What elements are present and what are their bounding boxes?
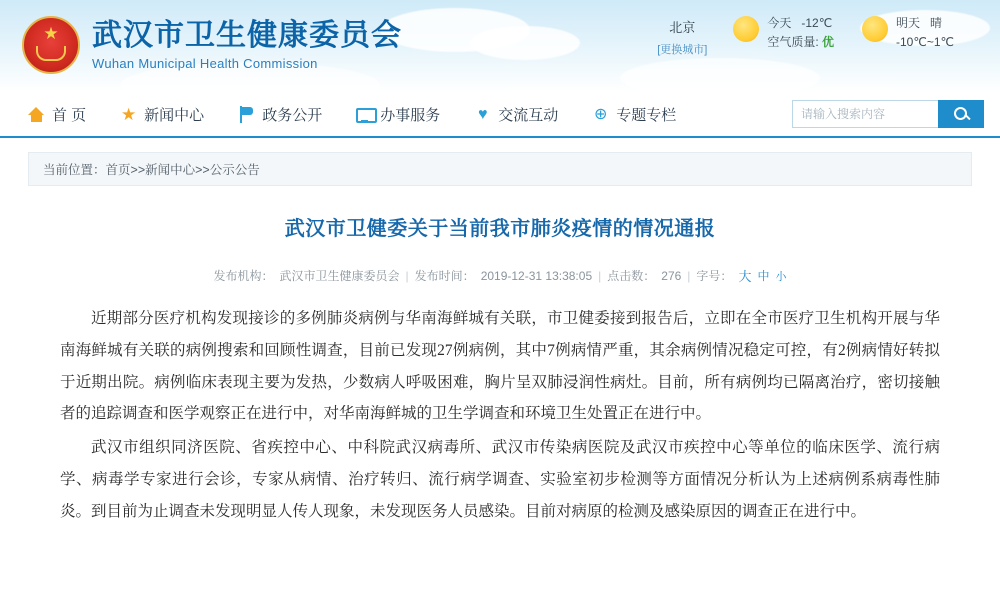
nav-item-news-center[interactable]: [120, 104, 204, 125]
article-meta: [60, 266, 940, 285]
publisher-label: 发布机构：: [213, 269, 274, 283]
nav-item-home[interactable]: [28, 104, 86, 125]
weather-today-temp: -12℃: [801, 16, 833, 30]
fontsize-label: 字号：: [696, 269, 733, 283]
nav-item-special-topics[interactable]: [592, 104, 676, 125]
nav-item-label: 办事服务: [380, 106, 441, 124]
nav-item-label: 首 页: [52, 106, 87, 124]
cloud-decoration: [620, 58, 820, 92]
weather-today: [733, 14, 834, 51]
weather-tomorrow-lines: [896, 14, 954, 51]
site-header: [0, 0, 1000, 92]
meta-separator: |: [598, 268, 602, 283]
cloud-decoration: [470, 26, 580, 60]
nav-item-services[interactable]: [356, 104, 440, 125]
article-title: 武汉市卫健委关于当前我市肺炎疫情的情况通报: [284, 218, 716, 240]
fontsize-medium-button[interactable]: 中: [757, 269, 770, 283]
sun-icon: [733, 16, 759, 42]
breadcrumb-path[interactable]: 首页>>新闻中心>>公示公告: [105, 163, 260, 177]
breadcrumb-prefix: 当前位置：: [43, 163, 106, 177]
weather-today-lines: [767, 14, 834, 51]
publisher-value: 武汉市卫生健康委员会: [279, 269, 400, 283]
star-icon: ★: [121, 104, 137, 124]
globe-icon: ⊕: [594, 105, 608, 123]
search-input[interactable]: [792, 100, 938, 128]
nav-item-label: 政务公开: [262, 106, 323, 124]
fontsize-small-button[interactable]: 小: [775, 270, 787, 283]
article-body: [60, 303, 940, 527]
article-paragraph: 近期部分医疗机构发现接诊的多例肺炎病例与华南海鲜城有关联，市卫健委接到报告后，立即在全市医疗卫生机构开展与华南海鲜城有关联的病例搜索和回顾性调查，目前已发现27例病例，其中7例病情严重，其余病例情况稳定可控，有2例病情好转拟于近期出院。病例临床表现主要为发热，少数病人呼吸困难，胸片呈双肺浸润性病灶。目前，所有病例均已隔离治疗，密切接触者的追踪调查和医学观察正在进行中，对华南海鲜城的卫生学调查和环境卫生处置正在进行中。: [60, 310, 940, 423]
site-title-block: [92, 19, 402, 72]
meta-separator: |: [687, 268, 691, 283]
site-title-cn: 武汉市卫生健康委员会: [92, 18, 402, 52]
weather-tomorrow-cond: 晴: [930, 16, 943, 30]
weather-today-label: 今天: [767, 16, 792, 30]
nav-item-label: 专题专栏: [616, 106, 677, 124]
article-paragraph: 武汉市组织同济医院、省疾控中心、中科院武汉病毒所、武汉市传染病医院及武汉市疾控中心等单位的临床医学、流行病学、病毒学专家进行会诊，专家从病情、治疗转归、流行病学调查、实验室初步检测等方面情况分析认为上述病例系病毒性肺炎。到目前为止调查未发现明显人传人现象，未发现医务人员感染。目前对病原的检测及感染原因的调查正在进行中。: [60, 439, 940, 520]
meta-separator: |: [405, 268, 409, 283]
weather-city-name: 北京: [669, 20, 696, 35]
hits-value: 276: [661, 268, 682, 283]
change-city-link[interactable]: [更换城市]: [657, 44, 708, 56]
weather-tomorrow-temp: -10℃~1℃: [896, 34, 954, 49]
nav-item-interaction[interactable]: [474, 104, 558, 125]
weather-tomorrow-label: 明天: [896, 16, 921, 30]
hits-label: 点击数：: [607, 269, 656, 283]
flag-icon: [238, 106, 255, 123]
weather-tomorrow: [862, 14, 954, 51]
publish-time-label: 发布时间：: [414, 269, 475, 283]
main-navigation: [0, 92, 1000, 138]
page-content: [0, 152, 1000, 527]
weather-tomorrow-line: [896, 14, 954, 33]
publish-time-value: 2019-12-31 13:38:05: [480, 268, 593, 283]
monitor-icon: [356, 106, 373, 123]
weather-today-line: [767, 14, 834, 33]
nav-item-label: 新闻中心: [144, 106, 205, 124]
article: [60, 186, 940, 527]
air-quality-label: 空气质量:: [767, 34, 819, 49]
fontsize-large-button[interactable]: 大: [738, 269, 752, 284]
air-quality-line: [767, 33, 834, 52]
search-button[interactable]: [938, 100, 984, 128]
air-quality-value: 优: [822, 34, 835, 49]
heart-icon: ♥: [477, 105, 488, 123]
national-emblem-icon: [22, 16, 80, 74]
site-logo[interactable]: [22, 16, 402, 74]
site-title-en: Wuhan Municipal Health Commission: [92, 56, 318, 72]
sun-icon: [862, 16, 888, 42]
search-box: [792, 100, 984, 128]
nav-item-label: 交流互动: [498, 106, 559, 124]
weather-widget: [657, 14, 982, 57]
weather-city-box: [657, 14, 707, 57]
breadcrumb: [28, 152, 972, 186]
nav-item-government-affairs[interactable]: [238, 104, 322, 125]
home-icon: [28, 106, 45, 123]
